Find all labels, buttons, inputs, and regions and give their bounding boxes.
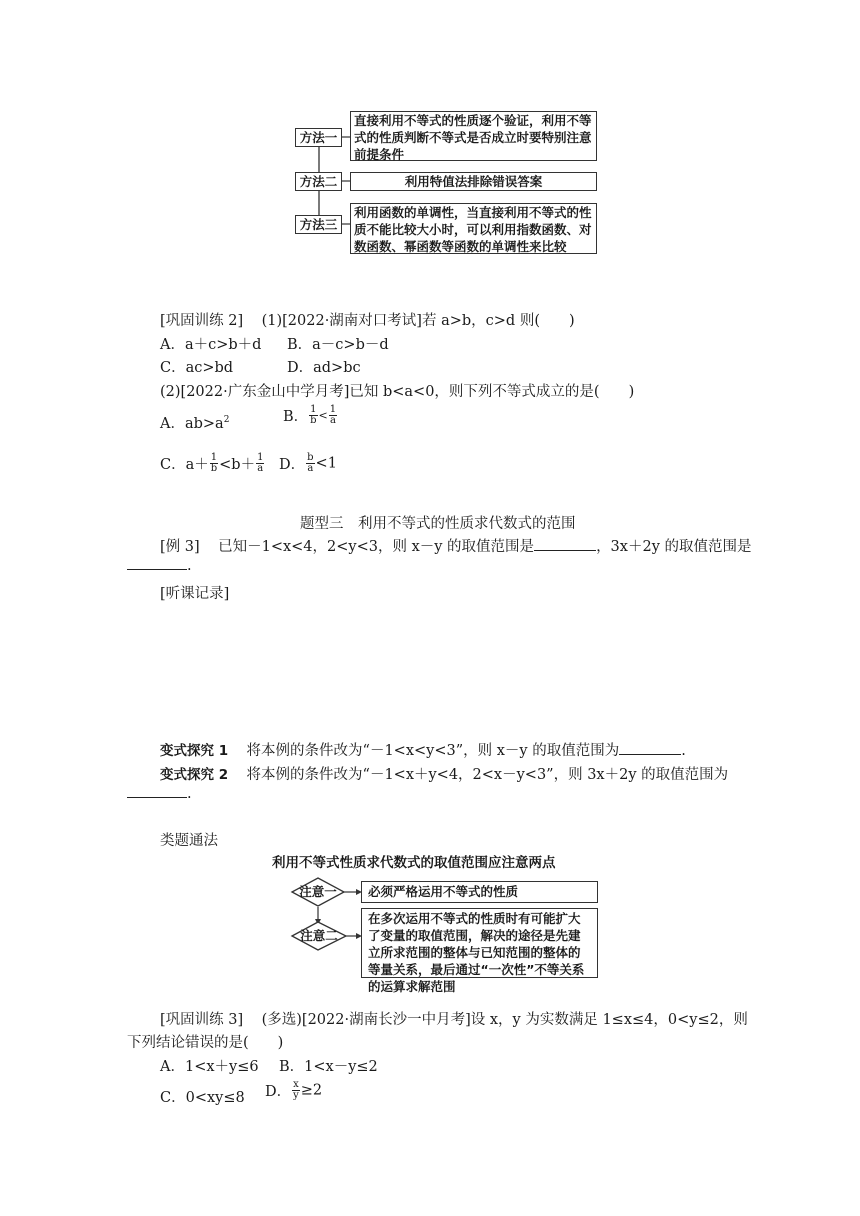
method3-text-box [350, 203, 597, 254]
variant2-blank [127, 797, 187, 798]
example3-line1: [例 3] 已知－1<x<4，2<y<3，则 x－y 的取值范围是 ，3x＋2y 的取值范围是 [160, 539, 752, 555]
p2-option-b: B． $\frac{1}{b}$ < $\frac{1}{a}$ [283, 404, 337, 426]
variant1-tag: 变式探究 1 [160, 743, 229, 759]
p1-option-b: B．a－c>b－d [287, 337, 389, 353]
note2-label: 注意二 [300, 928, 338, 943]
method1-text-box [350, 111, 597, 161]
note2-text-box [361, 908, 598, 994]
exercise2-part2-stem: 已知 b<a<0，则下列不等式成立的是( ) [349, 384, 635, 400]
method2-text-box [350, 172, 597, 191]
exercise3-stem2: 下列结论错误的是( ) [127, 1035, 284, 1051]
example3-line2: . [127, 558, 192, 574]
method-summary-title: 利用不等式性质求代数式的取值范围应注意两点 [272, 855, 556, 871]
ex3-option-b: B．1<x－y≤2 [279, 1059, 378, 1075]
note1-label: 注意一 [299, 884, 337, 899]
exercise2-part2-prefix: (2) [160, 384, 181, 400]
ex3-option-d: D． $\frac{x}{y}$ ≥2 [265, 1079, 323, 1101]
exercise2-part1-source: [2022·湖南对口考试] [282, 313, 422, 329]
method1-text: 直接利用不等式的性质逐个验证，利用不等式的性质判断不等式是否成立时要特别注意前提条件 [354, 113, 592, 162]
method2-label-box [295, 172, 342, 191]
method3-text: 利用函数的单调性，当直接利用不等式的性质不能比较大小时，可以利用指数函数、对数函数、幂函数等函数的单调性来比较 [354, 205, 592, 254]
exercise3-stem1: [巩固训练 3] (多选)[2022·湖南长沙一中月考]设 x，y 为实数满足 1≤x≤4，0<y≤2，则 [160, 1012, 748, 1028]
p1-option-d: D．ad>bc [287, 360, 361, 376]
note2-text: 在多次运用不等式的性质时有可能扩大了变量的取值范围，解决的途径是先建立所求范围的整体与已知范围的整体的等量关系，最后通过“一次性”不等关系的运算求解范围 [368, 911, 585, 994]
method3-label: 方法三 [299, 217, 338, 232]
method2-text: 利用特值法排除错误答案 [404, 174, 543, 189]
p2-option-a: A．$ab>a^2$ [160, 415, 230, 432]
example3-blank1 [534, 550, 596, 551]
note1-text: 必须严格运用不等式的性质 [368, 884, 519, 899]
p2-option-d: D． $\frac{b}{a}$ <1 [279, 452, 337, 474]
variant2-line1: 变式探究 2 将本例的条件改为“－1<x＋y<4，2<x－y<3”，则 3x＋2y 的取值范围为 [160, 767, 729, 783]
method3-label-box [295, 215, 342, 234]
variant1: 变式探究 1 将本例的条件改为“－1<x<y<3”，则 x－y 的取值范围为 . [160, 743, 686, 759]
p1-option-a: A．a＋c>b＋d [160, 337, 262, 353]
ex3-option-c: C．0<xy≤8 [160, 1090, 245, 1106]
exercise3-tag: [巩固训练 3] [160, 1012, 244, 1028]
method1-label-box [295, 128, 342, 147]
method-summary-heading: 类题通法 [160, 833, 218, 849]
ex3-option-a: A．1<x＋y≤6 [160, 1059, 259, 1075]
exercise2-stem1 [160, 309, 575, 330]
p2-option-c: C．a＋ $\frac{1}{b}$ <b＋ $\frac{1}{a}$ [160, 452, 264, 474]
exercise2-part2-source: [2022·广东金山中学月考] [180, 384, 350, 400]
exercise2-part1-stem: 若 a>b，c>d 则( ) [421, 313, 575, 329]
method1-label: 方法一 [299, 130, 338, 145]
notes-label: [听课记录] [160, 586, 230, 602]
variant2-tag: 变式探究 2 [160, 767, 229, 783]
example3-blank2 [127, 569, 187, 570]
exercise2-part1-prefix: (1) [261, 313, 283, 329]
method2-label: 方法二 [299, 174, 338, 189]
variant1-blank [619, 754, 681, 755]
exercise2-stem2 [160, 380, 634, 401]
section3-title: 题型三 利用不等式的性质求代数式的范围 [300, 516, 576, 532]
p1-option-c: C．ac>bd [160, 360, 234, 376]
exercise2-tag: [巩固训练 2] [160, 313, 244, 329]
note1-text-box [361, 881, 598, 903]
example3-tag: [例 3] [160, 539, 200, 555]
variant2-line2: . [127, 786, 192, 802]
